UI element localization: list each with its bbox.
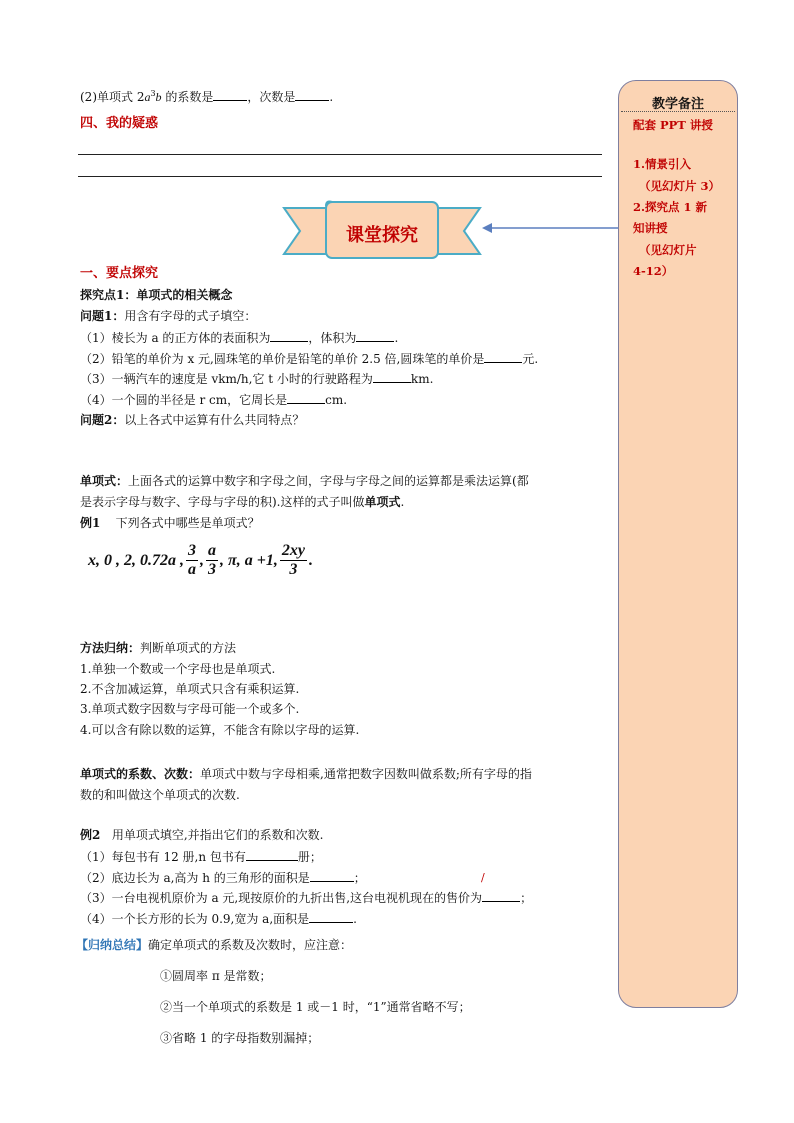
answer-blank[interactable] (482, 890, 520, 902)
fraction (280, 542, 307, 579)
banner-label: 课堂探究 (346, 225, 418, 246)
point1-title: 探究点1：单项式的相关概念 (80, 288, 233, 302)
sidebar-divider (621, 111, 735, 112)
answer-blank[interactable] (484, 351, 522, 363)
example1-expressions: x, 0 , 2, 0.72a , $\frac{3}{a}$ , $\frac{a}{3}$ , π, a +1, $\frac{2xy}{3}$ . (88, 542, 313, 578)
answer-blank[interactable] (287, 392, 325, 404)
coef-line: 数的和叫做这个单项式的次数. (80, 788, 240, 802)
method-item: 4.可以含有除以数的运算，不能含有除以字母的运算. (80, 723, 360, 737)
numerator: 2xy (281, 542, 305, 559)
summary-note: ②当一个单项式的系数是 1 或－1 时，“1”通常省略不写； (160, 1000, 471, 1014)
var-b: b (155, 90, 162, 104)
sidebar-item: （见幻灯片 (639, 243, 697, 257)
stray-mark: / (481, 871, 485, 884)
numerator: 3 (188, 542, 196, 559)
summary-note: ③省略 1 的字母指数别漏掉； (160, 1031, 320, 1045)
sidebar-item: 4-12） (633, 264, 674, 278)
q2-end: . (329, 90, 334, 104)
expr-text: . (308, 551, 313, 569)
example2-item-text: （4）一个长方形的长为 0.9,宽为 a,面积是 (80, 912, 310, 926)
denominator: 3 (289, 561, 298, 578)
q1-item-text: . (394, 331, 399, 345)
fraction (186, 542, 198, 579)
q2-text: 以上各式中运算有什么共同特点？ (124, 413, 305, 427)
answer-line[interactable] (78, 176, 602, 177)
example2-item-text: 册； (297, 850, 322, 864)
q2-sep: ，次数是 (247, 90, 296, 104)
definition-label: 单项式： (80, 474, 129, 488)
q1-text: 用含有字母的式子填空： (124, 309, 257, 323)
q1-item (80, 330, 398, 346)
definition-text: 是表示字母与数字、字母与字母的积).这样的式子叫做 (80, 495, 365, 509)
var-a: a (144, 90, 151, 104)
q1-item-text: （1）棱长为 a 的正方体的表面积为 (80, 331, 271, 345)
answer-line[interactable] (78, 154, 602, 155)
arrow-left-icon (480, 221, 620, 235)
q1-item-text: cm. (325, 393, 348, 407)
definition-line (80, 495, 404, 510)
definition-term: 单项式 (364, 495, 401, 509)
method-item: 3.单项式数字因数与字母可能一个或多个. (80, 702, 300, 716)
sidebar-item: 1.情景引入 (633, 157, 692, 171)
sidebar-item: （见幻灯片 3） (639, 179, 721, 193)
example2-item-text: （1）每包书有 12 册,n 包书有 (80, 850, 246, 864)
answer-blank[interactable] (246, 849, 298, 861)
answer-blank[interactable] (356, 330, 394, 342)
coef-label: 单项式的系数、次数： (80, 767, 201, 781)
q2-mid: 的系数是 (161, 90, 214, 104)
fraction (206, 542, 218, 579)
sidebar-item: 知讲授 (633, 221, 668, 235)
example1-label: 例1 (80, 516, 101, 530)
q2-question (80, 413, 304, 428)
q1-item-text: km. (410, 372, 434, 386)
example2-line (80, 828, 323, 843)
numerator: a (208, 542, 216, 559)
method-text: 判断单项式的方法 (140, 641, 237, 655)
summary-label: 【归纳总结】 (76, 938, 149, 952)
q1-item-text: （3）一辆汽车的速度是 vkm/h,它 t 小时的行驶路程为 (80, 372, 373, 386)
example2-item (80, 911, 357, 927)
method-line (80, 641, 236, 656)
example2-item-text: （3）一台电视机原价为 a 元,现按原价的九折出售,这台电视机现在的售价为 (80, 891, 483, 905)
q2-label: 问题2： (80, 413, 125, 427)
q1-item (80, 351, 538, 367)
q1-item-text: 元. (522, 352, 539, 366)
section1-title: 一、要点探究 (80, 266, 159, 281)
coef-text: 单项式中数与字母相乘,通常把数字因数叫做系数;所有字母的指 (200, 767, 532, 781)
sidebar-title: 教学备注 (651, 97, 704, 112)
definition-text: 上面各式的运算中数字和字母之间，字母与字母之间的运算都是乘法运算(都 (128, 474, 529, 488)
answer-blank[interactable] (295, 89, 329, 101)
example2-item (80, 849, 322, 865)
answer-blank[interactable] (270, 330, 308, 342)
answer-blank[interactable] (309, 911, 353, 923)
q1-item-text: （4）一个圆的半径是 r cm，它周长是 (80, 393, 288, 407)
example2-item (80, 870, 366, 886)
coef-line (80, 767, 532, 782)
example2-item (80, 890, 532, 906)
sidebar-subtitle: 配套 PPT 讲授 (633, 118, 713, 132)
sidebar-item: 2.探究点 1 新 (633, 200, 708, 214)
teaching-notes-sidebar (618, 80, 738, 1008)
method-item: 1.单独一个数或一个字母也是单项式. (80, 662, 276, 676)
q2-prefix: (2)单项式 2 (80, 90, 145, 104)
answer-blank[interactable] (310, 870, 354, 882)
method-item: 2.不含加减运算，单项式只含有乘积运算. (80, 682, 300, 696)
summary-line (76, 938, 352, 953)
summary-note: ①圆周率 π 是常数； (160, 969, 272, 983)
example2-item-text: ； (520, 891, 533, 905)
example1-line (80, 516, 260, 531)
answer-blank[interactable] (213, 89, 247, 101)
denominator: 3 (208, 561, 216, 578)
q1-line (80, 309, 256, 324)
expr-text: , π, a +1, (220, 551, 278, 569)
summary-text: 确定单项式的系数及次数时，应注意： (148, 938, 353, 952)
denominator: a (188, 561, 196, 578)
answer-blank[interactable] (373, 371, 411, 383)
q1-item (80, 392, 347, 408)
method-label: 方法归纳： (80, 641, 141, 655)
exponent: 3 (150, 89, 156, 98)
example2-item-text: ； (353, 871, 366, 885)
q1-item (80, 371, 433, 387)
q1-item-text: （2）铅笔的单价为 x 元,圆珠笔的单价是铅笔的单价 2.5 倍,圆珠笔的单价是 (80, 352, 485, 366)
q1-item-text: ，体积为 (308, 331, 357, 345)
definition-text: . (400, 495, 405, 509)
q1-label: 问题1： (80, 309, 125, 323)
example2-label: 例2 (80, 828, 101, 842)
example2-item-text: （2）底边长为 a,高为 h 的三角形的面积是 (80, 871, 310, 885)
expr-text: x, 0 , 2, 0.72a , (88, 551, 184, 569)
definition-line (80, 474, 529, 489)
q2-line (80, 86, 333, 105)
section4-title: 四、我的疑惑 (80, 116, 159, 131)
example1-text: 下列各式中哪些是单项式？ (115, 516, 260, 530)
example2-item-text: . (353, 912, 357, 926)
example2-text: 用单项式填空,并指出它们的系数和次数. (111, 828, 324, 842)
